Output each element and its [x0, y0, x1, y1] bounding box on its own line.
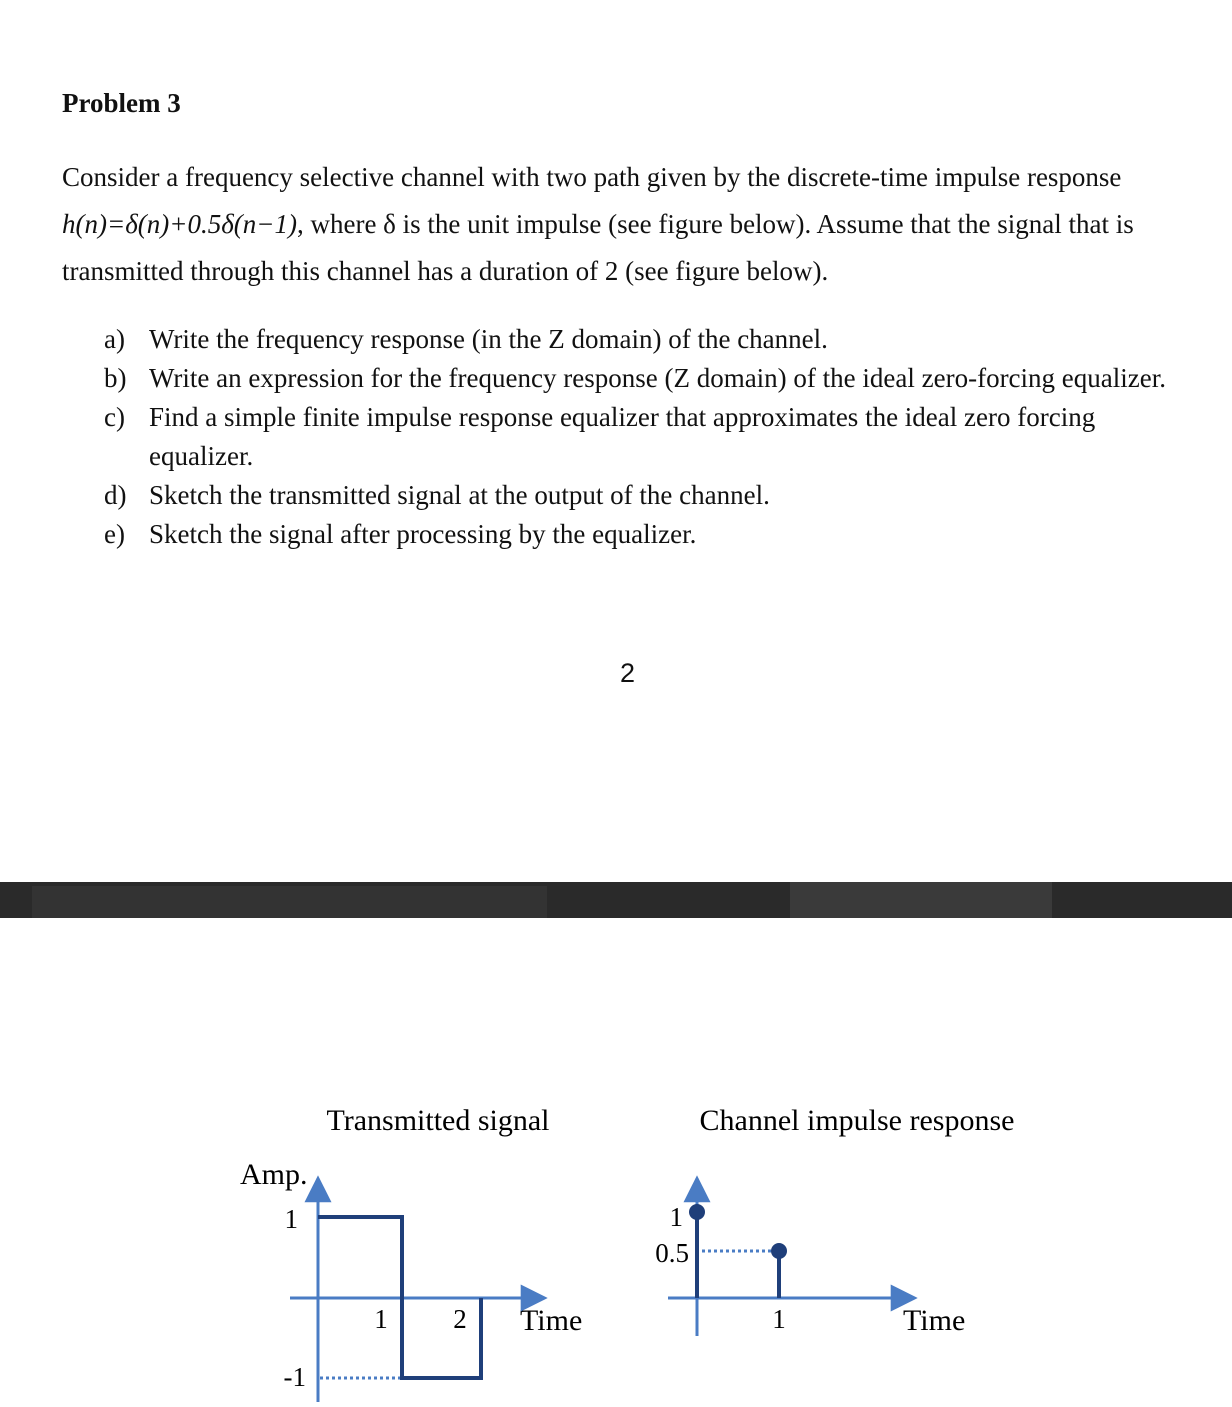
question-marker: d) [104, 480, 127, 510]
xtick-1-label: 1 [772, 1304, 786, 1334]
question-text: Write an expression for the frequency response (Z domain) of the ideal zero-forcing equalizer. [149, 363, 1166, 393]
background-panel [790, 882, 1052, 918]
xtick-2-label: 2 [453, 1304, 467, 1334]
time-axis-label: Time [520, 1304, 583, 1337]
question-marker: a) [104, 324, 125, 354]
list-item [104, 359, 1194, 398]
page-number: 2 [620, 658, 636, 688]
figure [0, 1080, 1232, 1407]
ytick-neg1-label: -1 [283, 1362, 306, 1392]
intro-text-2: , where δ is the unit impulse (see figure below). Assume that the signal that is transmitted through this channel has a duration of 2 (see figure below). [62, 209, 1134, 286]
ytick-1-label: 1 [669, 1202, 683, 1232]
amp-axis-label: Amp. [240, 1158, 308, 1191]
time-axis-label: Time [903, 1304, 966, 1337]
question-text: Find a simple finite impulse response equalizer that approximates the ideal zero forcing equalizer. [149, 402, 1096, 471]
list-item [104, 398, 1194, 476]
question-text: Sketch the signal after processing by the equalizer. [149, 519, 697, 549]
question-marker: e) [104, 519, 125, 549]
list-item [104, 320, 1194, 359]
list-item [104, 515, 1194, 554]
background-panel [32, 886, 547, 918]
intro-text-1: Consider a frequency selective channel with two path given by the discrete-time impulse response [62, 162, 1122, 192]
question-marker: b) [104, 363, 127, 393]
channel-title: Channel impulse response [699, 1104, 1015, 1137]
impulse-response-formula: h(n)=δ(n)+0.5δ(n−1) [62, 209, 297, 239]
ytick-1-label: 1 [284, 1204, 298, 1234]
xtick-1-label: 1 [374, 1304, 388, 1334]
stem-dot-n0 [689, 1204, 705, 1220]
ytick-05-label: 0.5 [655, 1238, 689, 1268]
transmitted-signal-chart [240, 1104, 582, 1402]
stem-dot-n1 [771, 1243, 787, 1259]
transmitted-title: Transmitted signal [326, 1104, 550, 1137]
question-text: Sketch the transmitted signal at the output of the channel. [149, 480, 770, 510]
question-marker: c) [104, 402, 125, 432]
question-list [104, 320, 1194, 554]
scroll-divider-strip [0, 882, 1232, 918]
problem-statement [62, 154, 1212, 295]
problem-title: Problem 3 [62, 88, 181, 118]
channel-impulse-chart [655, 1104, 1014, 1337]
list-item [104, 476, 1194, 515]
question-text: Write the frequency response (in the Z domain) of the channel. [149, 324, 828, 354]
